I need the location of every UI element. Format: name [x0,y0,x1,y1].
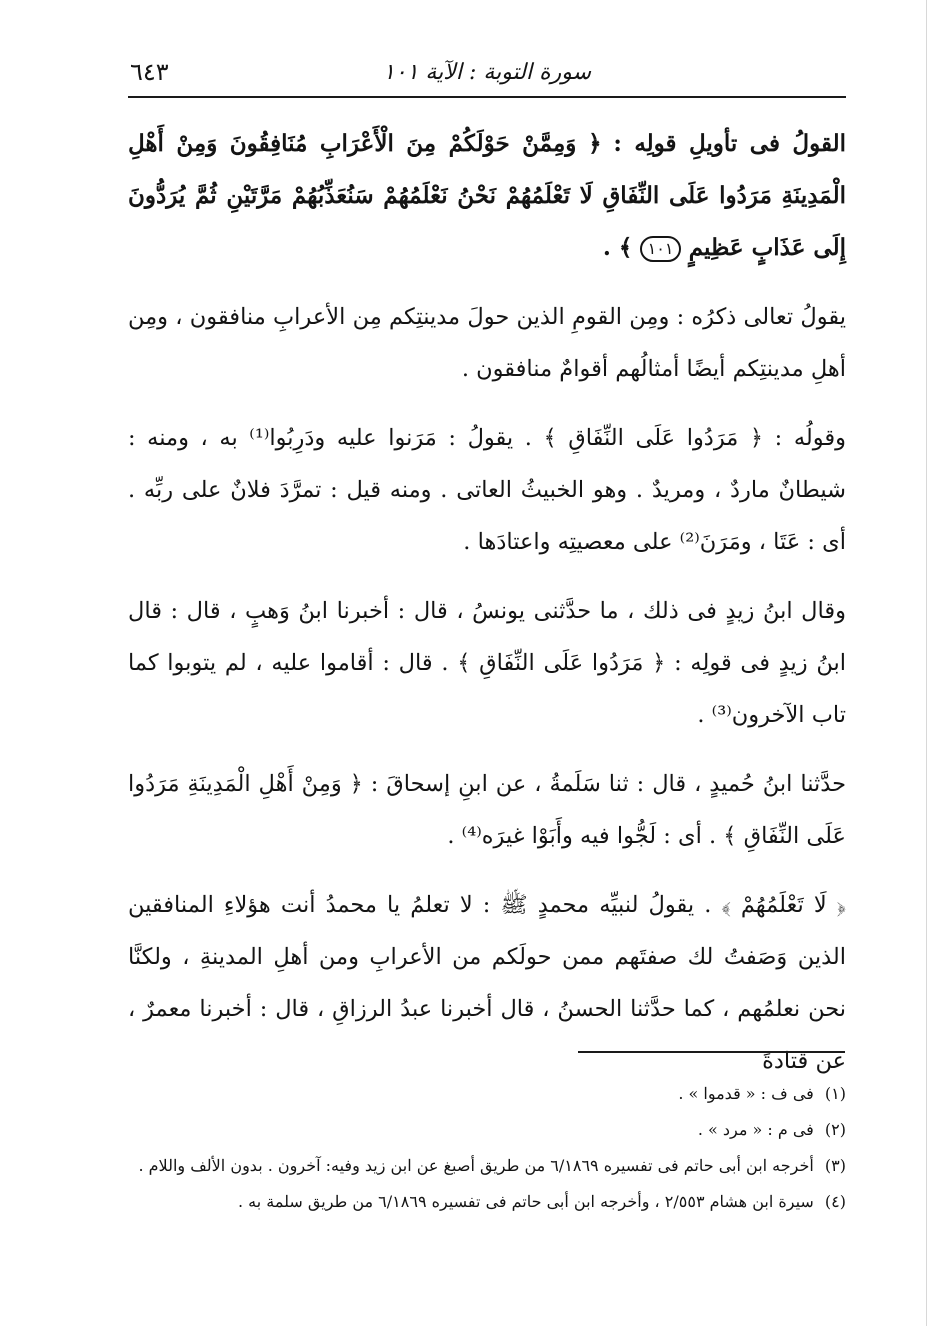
commentary-paragraph: ﴿ لَا تَعْلَمُهُمْ ﴾ . يقولُ لنبيِّه محمدٍ ﷺ : لا تعلمُ يا محمدُ أنت هؤلاءِ المنافقين الذين وَصَفتُ لك صفتَهم ممن حولَكم من الأعرابِ ومن أهلِ المدينةِ ، ولكنَّا نحن نعلمُهم ، كما حدَّثنا الحسنُ ، قال أخبرنا عبدُ الرزاقِ ، قال : أخبرنا معمرٌ ، عن قتادةَ [128,892,846,1074]
footnote-text: فى م : « مرد » . [697,1120,814,1139]
footnote-number: (٣) [824,1156,846,1175]
commentary-paragraph: يقولُ تعالى ذكرُه : ومِن القومِ الذين حولَ مدينتِكم مِن الأعرابِ منافقون ، ومِن أهلِ مدينتِكم أيضًا أمثالُهم أقوامٌ منافقون . [128,304,846,382]
page-edge-line [926,0,927,1326]
footnote [128,1186,846,1218]
footnote [128,1150,846,1182]
paragraph-lead: القولُ فى تأويلِ قولِه : [613,130,847,157]
running-title: سورة التوبة : الآية ١٠١ [382,60,592,85]
footnote-divider [578,1051,845,1053]
quran-verse-text: وَمِمَّنْ حَوْلَكُمْ مِنَ الْأَعْرَابِ مُنَافِقُونَ وَمِنْ أَهْلِ الْمَدِينَةِ مَرَدُوا عَلَى النِّفَاقِ لَا تَعْلَمُهُمْ نَحْنُ نَعْلَمُهُمْ سَنُعَذِّبُهُمْ مَرَّتَيْنِ ثُمَّ يُرَدُّونَ إِلَى عَذَابٍ عَظِيمٍ [128,130,846,261]
page-header [128,52,846,98]
verse-heading-paragraph [128,118,846,274]
footnote [128,1114,846,1146]
main-text [128,118,846,1104]
footnote [128,1078,846,1110]
footnote-number: (١) [824,1084,846,1103]
footnote-number: (٢) [824,1120,846,1139]
footnote-text: أخرجه ابن أبى حاتم فى تفسيره ٦/١٨٦٩ من طريق أصبغ عن ابن زيد وفيه: آخرون . بدون الألف واللام . [138,1156,814,1175]
footnotes [128,1078,846,1222]
footnote-text: سيرة ابن هشام ٢/٥٥٣ ، وأخرجه ابن أبى حاتم فى تفسيره ٦/١٨٦٩ من طريق سلمة به . [237,1192,814,1211]
verse-number-badge: ١٠١ [640,236,682,262]
commentary-paragraph: وقال ابنُ زيدٍ فى ذلك ، ما حدَّثنى يونسُ ، قال : أخبرنا ابنُ وَهبٍ ، قال : قال ابنُ زيدٍ فى قولِه : ﴿ مَرَدُوا عَلَى النِّفَاقِ ﴾ . قال : أقاموا عليه ، لم يتوبوا كما تاب الآخرون⁽³⁾ . [128,598,846,728]
ornate-bracket-open: ﴿ [588,130,602,157]
commentary-paragraph: حدَّثنا ابنُ حُميدٍ ، قال : ثنا سَلَمةُ ، عن ابنِ إسحاقَ : ﴿ وَمِنْ أَهْلِ الْمَدِينَةِ مَرَدُوا عَلَى النِّفَاقِ ﴾ . أى : لَجُّوا فيه وأَبَوْا غيرَه⁽⁴⁾ . [128,771,846,849]
commentary-paragraph: وقولُه : ﴿ مَرَدُوا عَلَى النِّفَاقِ ﴾ . يقولُ : مَرَنوا عليه ودَرِبُوا⁽¹⁾ به ، ومنه : شيطانٌ ماردٌ ، ومريدٌ . وهو الخبيثُ العاتى . ومنه قيل : تمرَّدَ فلانٌ على ربِّه . أى : عَتَا ، ومَرَنَ⁽²⁾ على معصيتِه واعتادَها . [128,425,846,555]
footnote-text: فى ف : « قدموا » . [678,1084,814,1103]
ornate-bracket-close: ﴾ . [602,234,633,261]
page-number: ٦٤٣ [130,58,169,86]
footnote-number: (٤) [824,1192,846,1211]
